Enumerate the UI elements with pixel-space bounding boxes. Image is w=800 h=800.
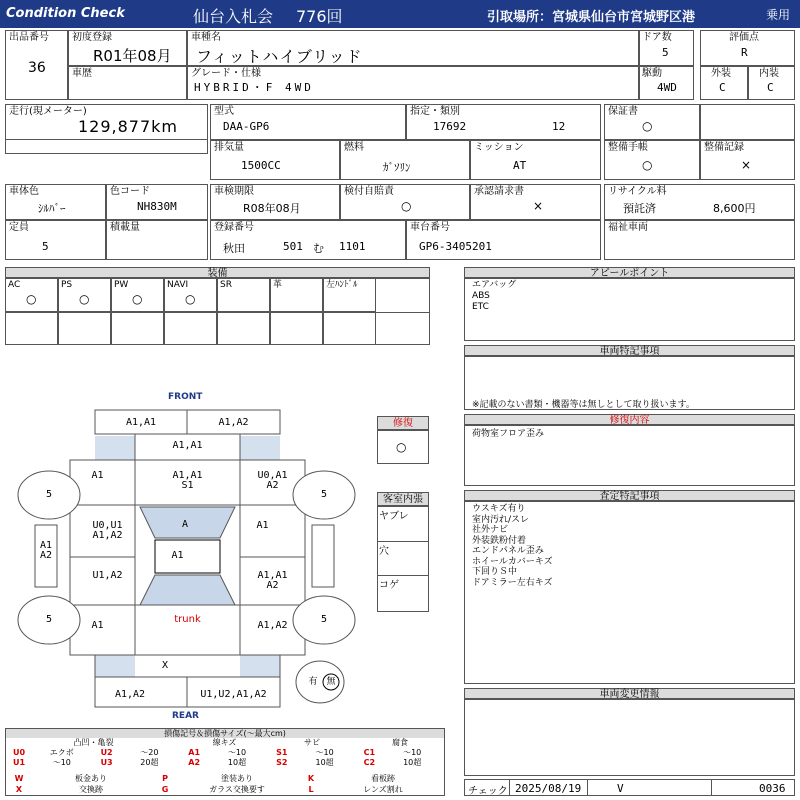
legend-head: 凸凹・亀裂 [73, 738, 114, 747]
equipment-item-label: 革 [273, 280, 283, 290]
record-mark: × [741, 158, 752, 172]
equipment-item-label: NAVI [167, 280, 189, 290]
appeal-line: ETC [472, 302, 489, 312]
legend-meaning: ～10 [227, 748, 247, 757]
zone-front-left: A1,A1 [125, 417, 157, 428]
category-number: 12 [552, 120, 566, 133]
equipment-item-mark: ○ [185, 292, 196, 306]
legend-meaning: 塗装あり [221, 774, 253, 783]
legend-code: W [14, 774, 24, 783]
legend-code: X [15, 785, 23, 794]
zone-right-quarter: A1,A2 [257, 620, 288, 631]
plate-number: 501 [283, 240, 303, 253]
service-label: 整備手帳 [608, 142, 648, 153]
score-label: 評価点 [729, 32, 759, 43]
change-info-box [464, 699, 795, 776]
doors-box [639, 30, 694, 66]
warranty-box [604, 104, 700, 140]
inspection-label: 車検期限 [214, 186, 254, 197]
inspection-notes-title: 査定特記事項 [464, 490, 795, 501]
drive-box [639, 66, 694, 100]
change-info-title: 車両変更情報 [464, 688, 795, 699]
chassis-value: GP6-3405201 [419, 240, 492, 253]
lot-label: 出品番号 [9, 32, 49, 43]
drive-label: 駆動 [642, 68, 662, 79]
score-value: R [741, 46, 748, 59]
zone-left-front-door: U0,U1 A1,A2 [92, 520, 123, 541]
mission-value: AT [513, 159, 527, 172]
legend-code: C2 [363, 758, 376, 767]
legend-code: A2 [188, 758, 201, 767]
legend-meaning: 板金あり [75, 774, 107, 783]
legend-title: 損傷記号＆損傷サイズ(～最大cm) [6, 729, 444, 738]
approval-mark: × [533, 199, 544, 213]
inspection-note: 外装鉄粉付着 [472, 535, 527, 546]
designation-value: 17692 [433, 120, 467, 133]
zone-roof: A1 [171, 550, 184, 561]
grade-label: グレード・仕様 [191, 68, 261, 79]
recycle-label: リサイクル料 [608, 186, 667, 197]
insurance-label: 検付自賠責 [344, 186, 394, 197]
cabin-tear: ヤブレ [379, 511, 409, 522]
notes-footer: ※記載のない書類・機器等は無しとして取り扱います。 [472, 400, 695, 410]
inspection-note: 下回りＳ中 [472, 567, 518, 577]
fuel-label: 燃料 [344, 142, 364, 153]
color-value: ｼﾙﾊﾞｰ [38, 202, 66, 215]
inspection-note: エンドパネル歪み [472, 546, 544, 556]
equipment-item-label: PS [61, 280, 73, 290]
displacement-label: 排気量 [214, 142, 244, 153]
legend-code: C1 [363, 748, 376, 757]
legend-meaning: 看板跡 [371, 774, 395, 783]
tire-rear-left: 5 [45, 614, 53, 625]
tire-rear-right: 5 [320, 614, 328, 625]
zone-left-front-fender: A1 [91, 470, 104, 481]
repair-history-title: 修復 [377, 416, 429, 430]
cabin-hole: 穴 [379, 546, 389, 557]
inspection-note: ドアミラー左右キズ [472, 577, 553, 588]
warranty-label: 保証書 [608, 106, 638, 117]
zone-front-right: A1,A2 [218, 417, 249, 428]
car-name-label: 車種名 [191, 32, 221, 43]
legend-code: A1 [188, 748, 201, 757]
legend-meaning: 10超 [315, 758, 334, 767]
auction-session: 776回 [296, 7, 343, 26]
check-row [464, 779, 795, 796]
equipment-item-label: PW [114, 280, 129, 290]
mission-label: ミッション [474, 142, 524, 153]
vehicle-category: 乗用 [766, 8, 791, 22]
plate-kana: む [313, 242, 324, 255]
tire-front-right: 5 [320, 489, 328, 500]
equipment-item-label: AC [8, 280, 21, 290]
legend [5, 728, 445, 796]
model-value: DAA-GP6 [223, 120, 270, 133]
designation-label: 指定・類別 [410, 106, 460, 117]
front-label: FRONT [168, 392, 203, 402]
approval-label: 承認請求書 [474, 186, 524, 197]
legend-meaning: ～10 [315, 748, 334, 757]
ext-box [700, 66, 748, 100]
int-value: C [767, 81, 774, 94]
check-date: 2025/08/19 [515, 782, 582, 795]
spare-absent-mark: 無 [326, 677, 336, 687]
legend-code: L [308, 785, 314, 794]
legend-meaning: 10超 [403, 758, 422, 767]
repair-content-box [464, 425, 795, 486]
recycle-status: 預託済 [623, 202, 656, 215]
recycle-box [604, 184, 795, 220]
equipment-item-label: SR [220, 280, 232, 290]
zone-right-front-door: A1 [256, 520, 269, 531]
chassis-label: 車台番号 [410, 222, 450, 233]
mileage-value: 129,877km [78, 117, 179, 136]
lot-number: 36 [28, 60, 46, 76]
zone-rear-left: A1,A2 [114, 689, 146, 700]
notes-title: 車両特記事項 [464, 345, 795, 356]
zone-right-front-fender: U0,A1 A2 [257, 470, 288, 491]
doors-value: 5 [662, 46, 669, 59]
legend-head: 線キズ [212, 738, 237, 747]
repair-content-line: 荷物室フロア歪み [472, 429, 545, 439]
inspection-note: 室内汚れ/スレ [472, 514, 530, 525]
check-label: チェック [468, 786, 508, 797]
equipment-item-mark: ○ [26, 292, 37, 306]
legend-meaning: 10超 [227, 758, 247, 767]
legend-code: S1 [276, 748, 288, 757]
first-reg-value: R01年08月 [93, 47, 172, 65]
drive-value: 4WD [657, 81, 677, 94]
welfare-box [604, 220, 795, 260]
spare-present-label: 有 [308, 677, 318, 687]
appeal-box [464, 278, 795, 341]
service-mark: ○ [642, 158, 653, 172]
record-label: 整備記録 [704, 142, 744, 153]
ext-value: C [719, 81, 726, 94]
int-label: 内装 [759, 68, 779, 79]
zone-left-mirror: A1 A2 [39, 540, 53, 561]
zone-right-rear-door: A1,A1 A2 [257, 570, 288, 591]
cabin-burn: コゲ [379, 580, 399, 591]
zone-rear-gate: X [161, 660, 169, 671]
legend-meaning: ～10 [52, 758, 71, 767]
equipment-item-mark: ○ [79, 292, 90, 306]
recycle-fee: 8,600円 [713, 202, 756, 215]
appeal-line: ABS [472, 291, 490, 301]
inspection-note: ウスキズ有り [472, 504, 526, 514]
legend-code: P [162, 774, 168, 783]
plate-serial: 1101 [339, 240, 366, 253]
repair-history-mark: ○ [396, 440, 407, 454]
zone-hood: A1,A1 [172, 440, 203, 451]
equipment-item-mark: ○ [132, 292, 143, 306]
zone-rear-right: U1,U2,A1,A2 [200, 689, 267, 700]
history-label: 車歴 [72, 68, 92, 79]
doors-label: ドア数 [642, 32, 672, 43]
check-mark: V [617, 782, 624, 795]
insurance-mark: ○ [401, 199, 412, 213]
color-code-label: 色コード [110, 186, 150, 197]
load-label: 積載量 [110, 222, 140, 233]
auction-name: 仙台入札会 [193, 7, 274, 26]
rear-label: REAR [172, 711, 199, 721]
legend-code: K [307, 774, 315, 783]
check-number: 0036 [759, 782, 786, 795]
header-title: Condition Check [6, 6, 125, 21]
legend-meaning: 交換跡 [79, 785, 103, 794]
color-code-value: NH830M [137, 200, 177, 213]
legend-meaning: レンズ割れ [363, 785, 403, 794]
warranty-empty-box [700, 104, 795, 140]
model-label: 型式 [214, 106, 234, 117]
score-box [700, 30, 795, 66]
legend-head: 腐食 [392, 738, 408, 747]
legend-code: U3 [100, 758, 113, 767]
grade-value: HYBRID・F 4WD [194, 81, 314, 94]
legend-code: U2 [100, 748, 113, 757]
legend-meaning: ～10 [403, 748, 422, 757]
inspection-note: 社外ナビ [472, 525, 509, 535]
legend-head: サビ [304, 738, 320, 747]
service-box [604, 140, 700, 180]
legend-code: G [161, 785, 169, 794]
legend-code: U1 [12, 758, 26, 767]
car-name-value: フィットハイブリッド [196, 47, 363, 66]
zone-trunk: trunk [174, 614, 201, 625]
notes-box [464, 356, 795, 410]
fuel-value: ｶﾞｿﾘﾝ [383, 161, 411, 174]
warranty-mark: ○ [642, 119, 653, 133]
zone-windshield: A [181, 519, 189, 530]
int-box [748, 66, 795, 100]
approval-box [470, 184, 601, 220]
welfare-label: 福祉車両 [608, 222, 648, 233]
plate-label: 登録番号 [214, 222, 254, 233]
zone-roof-front: A1,A1 S1 [172, 470, 203, 491]
legend-code: U0 [12, 748, 26, 757]
mileage-label: 走行(現メーター) [9, 106, 87, 117]
zone-left-rear-door: U1,A2 [92, 570, 123, 581]
legend-meaning: ～20 [140, 748, 159, 757]
appeal-line: エアバッグ [472, 280, 517, 290]
inspection-notes-box [464, 501, 795, 684]
equipment-item-label: 左ﾊﾝﾄﾞﾙ [326, 280, 358, 290]
legend-code: S2 [276, 758, 288, 767]
displacement-value: 1500CC [241, 159, 281, 172]
legend-meaning: 20超 [140, 758, 159, 767]
first-reg-label: 初度登録 [72, 32, 112, 43]
inspection-value: R08年08月 [243, 202, 301, 215]
legend-meaning: エクボ [49, 748, 74, 757]
cabin-title: 客室内張 [377, 492, 429, 506]
record-box [700, 140, 795, 180]
color-label: 車体色 [9, 186, 39, 197]
pickup-location: 引取場所：宮城県仙台市宮城野区港 [487, 10, 696, 25]
equipment-title: 装備 [5, 267, 430, 278]
ext-label: 外装 [711, 68, 731, 79]
capacity-value: 5 [42, 240, 49, 253]
plate-area: 秋田 [223, 242, 245, 255]
tire-front-left: 5 [45, 489, 53, 500]
capacity-label: 定員 [9, 222, 29, 233]
zone-left-quarter: A1 [91, 620, 104, 631]
inspection-note: ホイールカバーキズ [472, 556, 553, 567]
repair-content-title: 修復内容 [464, 414, 795, 425]
appeal-title: アピールポイント [464, 267, 795, 278]
mission-box [470, 140, 601, 180]
legend-meaning: ガラス交換要す [209, 785, 265, 794]
